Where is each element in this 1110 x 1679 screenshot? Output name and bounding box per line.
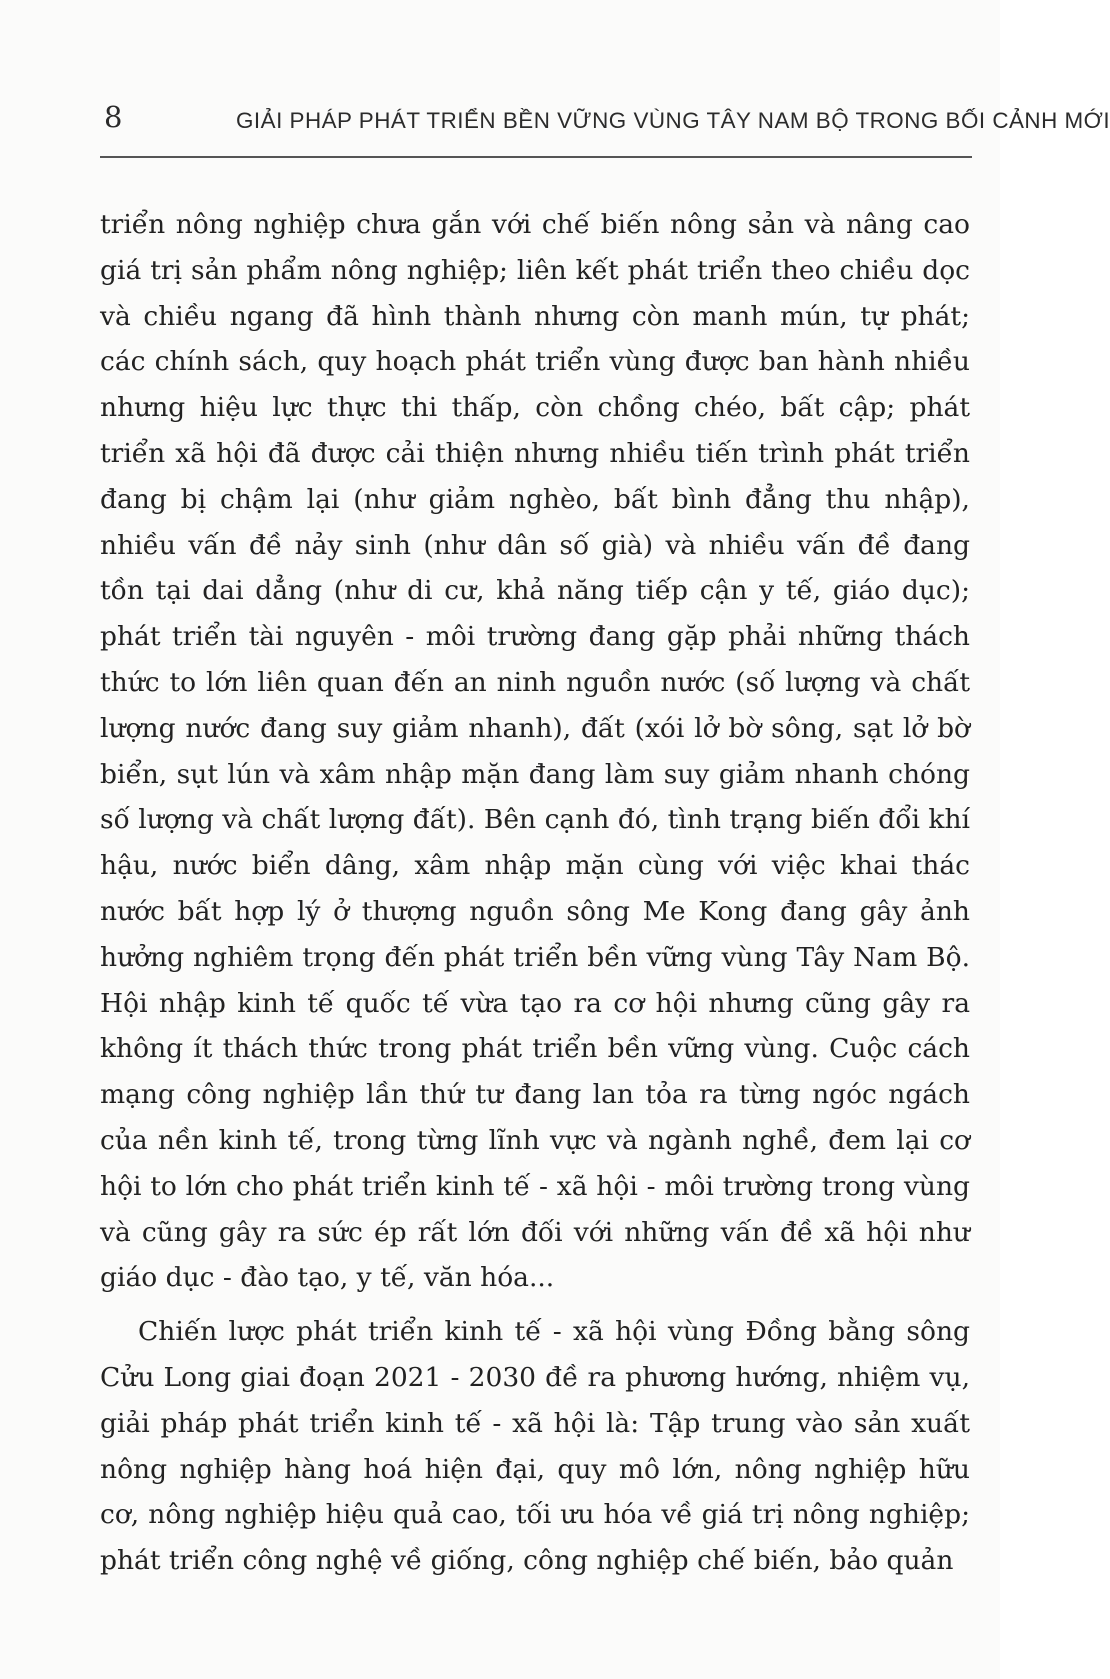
body-text (100, 202, 970, 1584)
running-title: GIẢI PHÁP PHÁT TRIỂN BỀN VỮNG VÙNG TÂY NAM BỘ TRONG BỐI CẢNH MỚI (236, 108, 1110, 133)
page-header (100, 96, 1110, 158)
page-number: 8 (104, 100, 123, 134)
paragraph-strategy: Chiến lược phát triển kinh tế - xã hội vùng Đồng bằng sông Cửu Long giai đoạn 2021 - 2030 đề ra phương hướng, nhiệm vụ, giải pháp phát triển kinh tế - xã hội là: Tập trung vào sản xuất nông nghiệp hàng hoá hiện đại, quy mô lớn, nông nghiệp hữu cơ, nông nghiệp hiệu quả cao, tối ưu hóa về giá trị nông nghiệp; phát triển công nghệ về giống, công nghiệp chế biến, bảo quản (100, 1316, 970, 1577)
paragraph-continued: triển nông nghiệp chưa gắn với chế biến nông sản và nâng cao giá trị sản phẩm nông nghiệp; liên kết phát triển theo chiều dọc và chiều ngang đã hình thành nhưng còn manh mún, tự phát; các chính sách, quy hoạch phát triển vùng được ban hành nhiều nhưng hiệu lực thực thi thấp, còn chồng chéo, bất cập; phát triển xã hội đã được cải thiện nhưng nhiều tiến trình phát triển đang bị chậm lại (như giảm nghèo, bất bình đẳng thu nhập), nhiều vấn đề nảy sinh (như dân số già) và nhiều vấn đề đang tồn tại dai dẳng (như di cư, khả năng tiếp cận y tế, giáo dục); phát triển tài nguyên - môi trường đang gặp phải những thách thức to lớn liên quan đến an ninh nguồn nước (số lượng và chất lượng nước đang suy giảm nhanh), đất (xói lở bờ sông, sạt lở bờ biển, sụt lún và xâm nhập mặn đang làm suy giảm nhanh chóng số lượng và chất lượng đất). Bên cạnh đó, tình trạng biến đổi khí hậu, nước biển dâng, xâm nhập mặn cùng với việc khai thác nước bất hợp lý ở thượng nguồn sông Me Kong đang gây ảnh hưởng nghiêm trọng đến phát triển bền vững vùng Tây Nam Bộ. Hội nhập kinh tế quốc tế vừa tạo ra cơ hội nhưng cũng gây ra không ít thách thức trong phát triển bền vững vùng. Cuộc cách mạng công nghiệp lần thứ tư đang lan tỏa ra từng ngóc ngách của nền kinh tế, trong từng lĩnh vực và ngành nghề, đem lại cơ hội to lớn cho phát triển kinh tế - xã hội - môi trường trong vùng và cũng gây ra sức ép rất lớn đối với những vấn đề xã hội như giáo dục - đào tạo, y tế, văn hóa... (100, 209, 970, 1294)
